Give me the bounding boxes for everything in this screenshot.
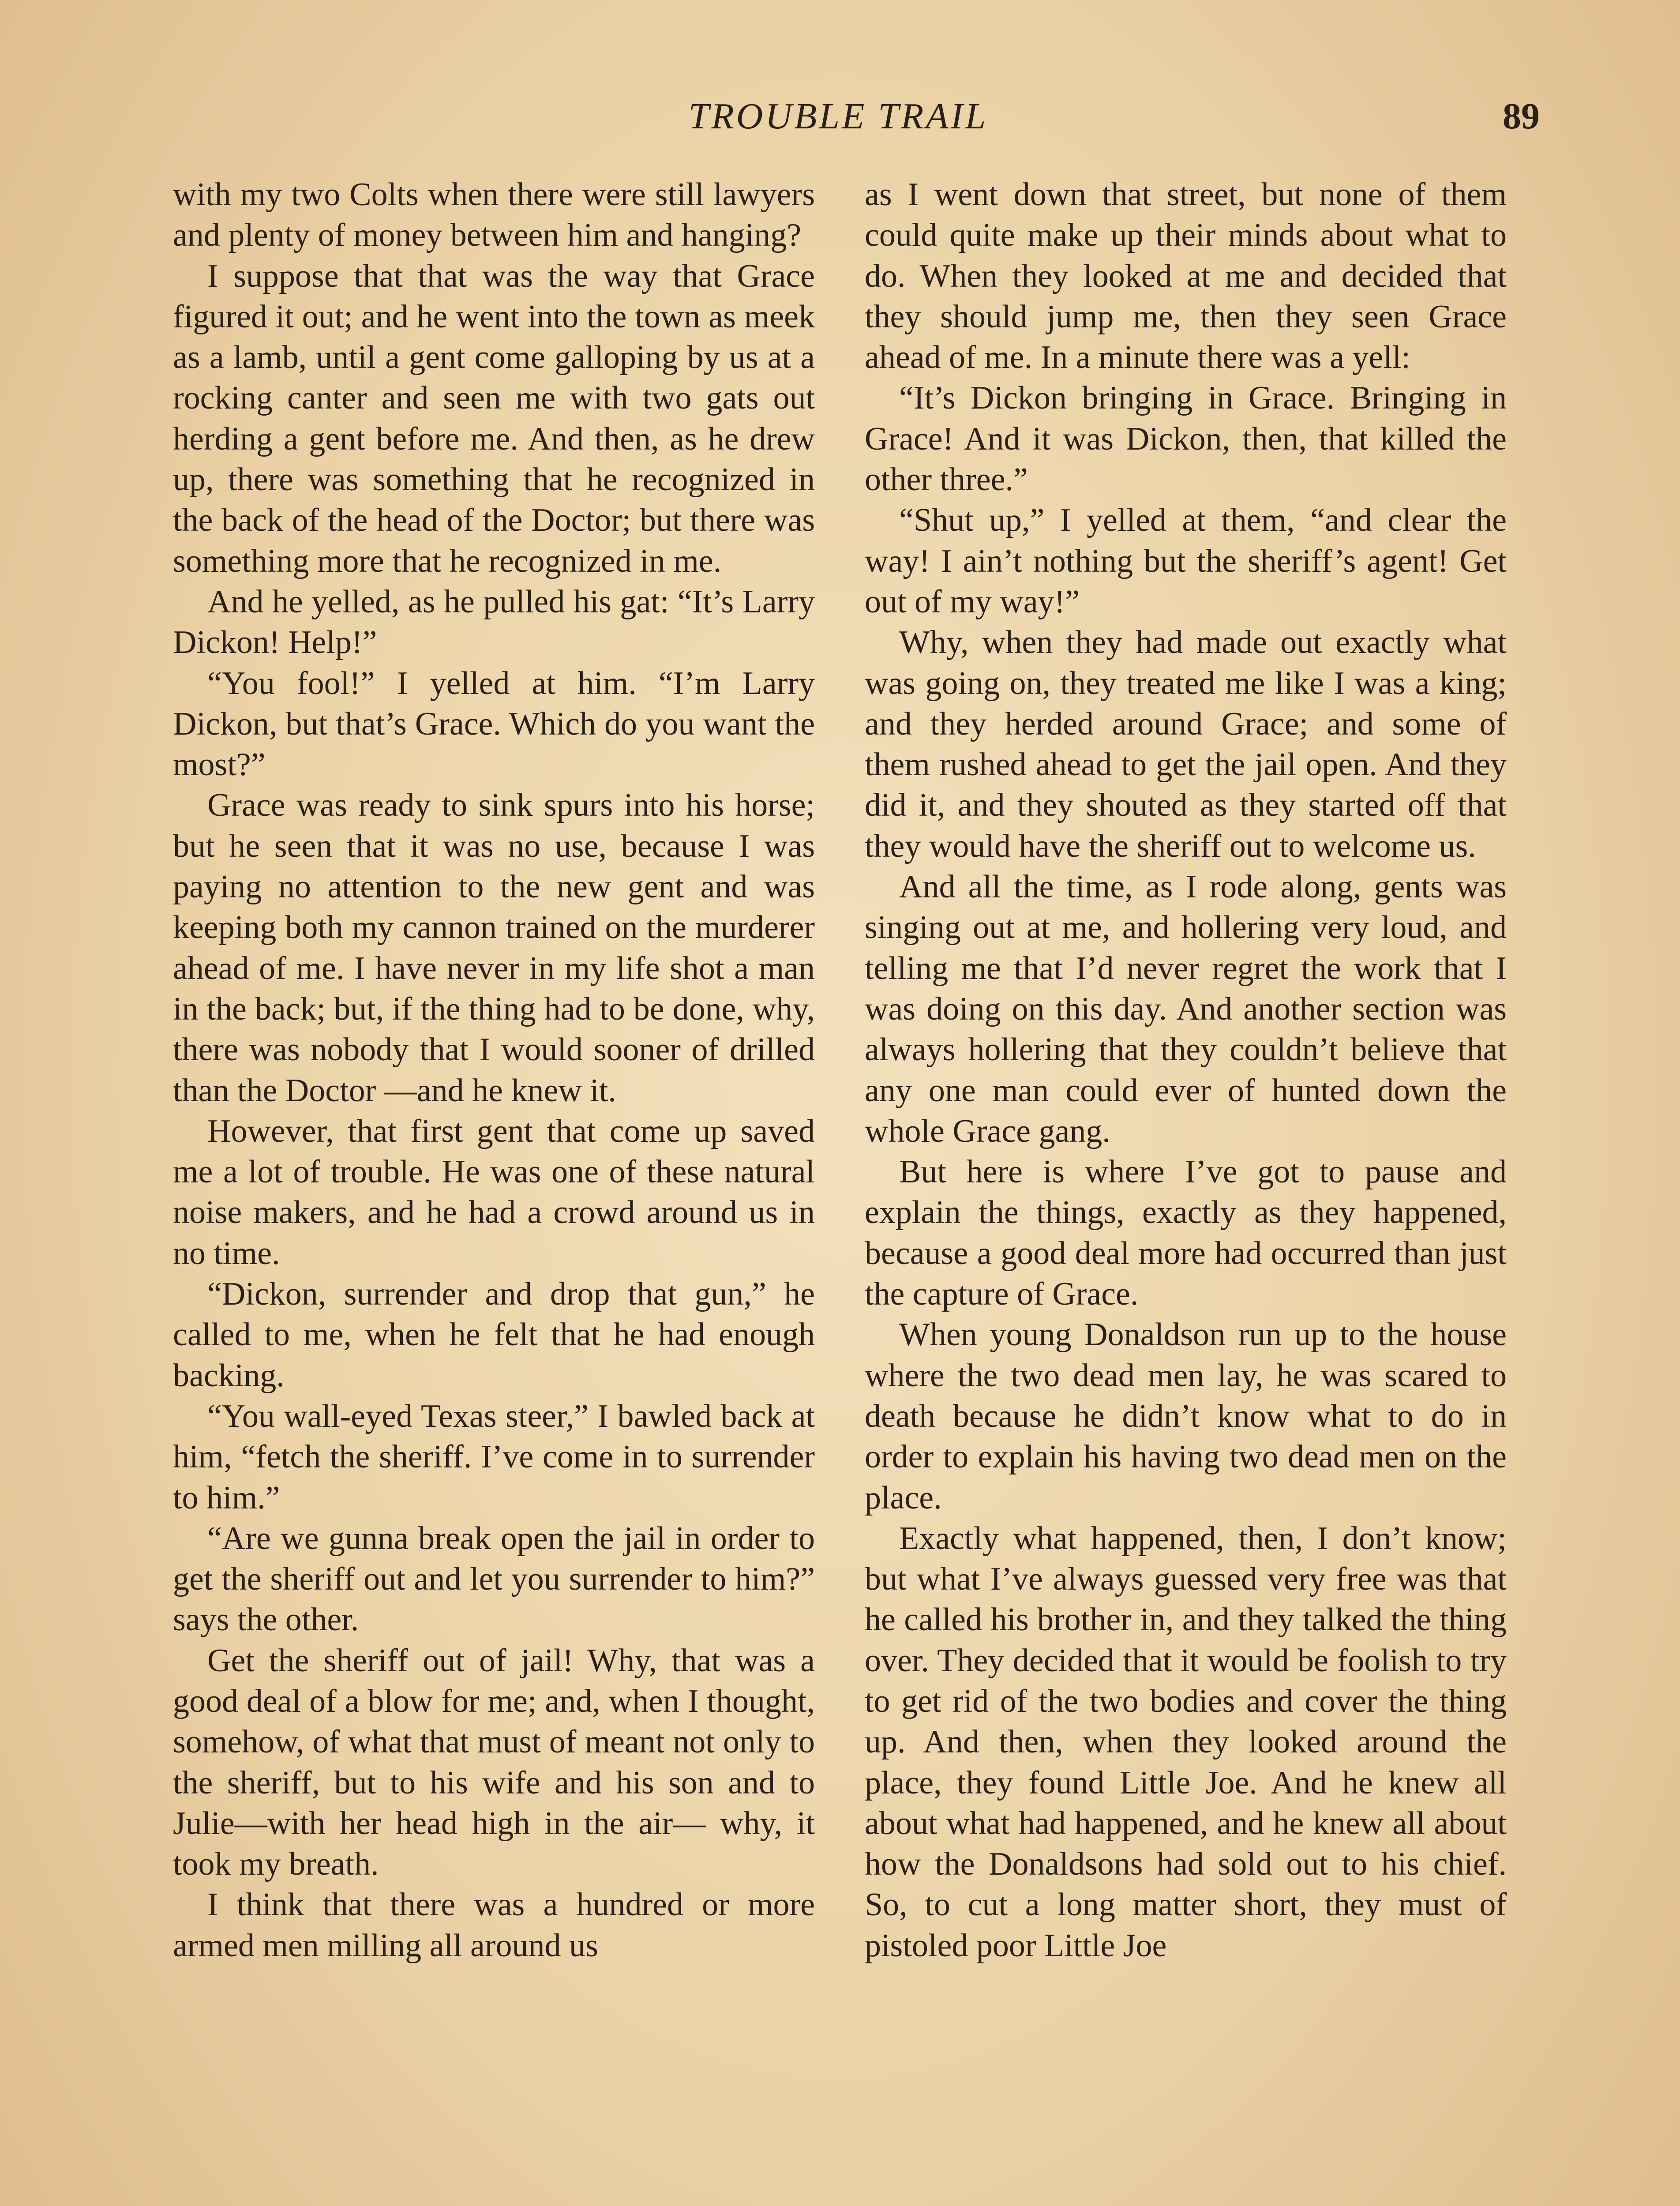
paragraph: And he yelled, as he pulled his gat: “It’s Larry Dickon! Help!” <box>173 583 815 661</box>
paragraph: “Dickon, surrender and drop that gun,” he called to me, when he felt that he had enough backing. <box>173 1276 815 1394</box>
paragraph: with my two Colts when there were still lawyers and plenty of money between him and hanging? <box>173 176 815 254</box>
paragraph: I suppose that that was the way that Grace figured it out; and he went into the town as meek as a lamb, until a gent come galloping by us at a rocking canter and seen me with two gats out herding a gent before me. And then, as he drew up, there was something that he recognized in the back of the head of the Doctor; but there was something more that he recognized in me. <box>173 258 815 579</box>
paragraph: Get the sheriff out of jail! Why, that was a good deal of a blow for me; and, when I thought, somehow, of what that must of meant not only to the sheriff, but to his wife and his son and to Julie—with her head high in the air— why, it took my breath. <box>173 1642 815 1883</box>
paragraph: However, that first gent that come up saved me a lot of trouble. He was one of these natural noise makers, and he had a crowd around us in no time. <box>173 1113 815 1272</box>
paragraph: “Are we gunna break open the jail in order to get the sheriff out and let you surrender to him?” says the other. <box>173 1520 815 1638</box>
paragraph: “Shut up,” I yelled at them, “and clear the way! I ain’t nothing but the sheriff’s agent! Get out of my way!” <box>865 502 1507 620</box>
page-number: 89 <box>1503 96 1540 137</box>
paragraph: But here is where I’ve got to pause and explain the things, exactly as they happened, because a good deal more had occurred than just the capture of Grace. <box>865 1154 1507 1313</box>
running-title: TROUBLE TRAIL <box>688 96 988 137</box>
paragraph: “You fool!” I yelled at him. “I’m Larry Dickon, but that’s Grace. Which do you want the most?” <box>173 665 815 783</box>
paragraph: “You wall-eyed Texas steer,” I bawled back at him, “fetch the sheriff. I’ve come in to surrender to him.” <box>173 1398 815 1516</box>
right-text-column <box>865 174 1507 1966</box>
paragraph: When young Donaldson run up to the house where the two dead men lay, he was scared to death because he didn’t know what to do in order to explain his having two dead men on the place. <box>865 1317 1507 1516</box>
paragraph: “It’s Dickon bringing in Grace. Bringing in Grace! And it was Dickon, then, that killed the other three.” <box>865 380 1507 498</box>
paragraph: I think that there was a hundred or more armed men milling all around us <box>173 1887 815 1964</box>
paragraph: Grace was ready to sink spurs into his horse; but he seen that it was no use, because I was paying no attention to the new gent and was keeping both my cannon trained on the murderer ahead of me. I have never in my life shot a man in the back; but, if the thing had to be done, why, there was nobody that I would sooner of drilled than the Doctor —and he knew it. <box>173 787 815 1109</box>
left-text-column <box>173 174 815 1966</box>
paragraph: Why, when they had made out exactly what was going on, they treated me like I was a king; and they herded around Grace; and some of them rushed ahead to get the jail open. And they did it, and they shouted as they started off that they would have the sheriff out to welcome us. <box>865 624 1507 864</box>
paragraph: And all the time, as I rode along, gents was singing out at me, and hollering very loud, and telling me that I’d never regret the work that I was doing on this day. And another section was always hollering that they couldn’t believe that any one man could ever of hunted down the whole Grace gang. <box>865 869 1507 1149</box>
paragraph: Exactly what happened, then, I don’t know; but what I’ve always guessed very free was that he called his brother in, and they talked the thing over. They decided that it would be foolish to try to get rid of the two bodies and cover the thing up. And then, when they looked around the place, they found Little Joe. And he knew all about what had happened, and he knew all about how the Donaldsons had sold out to his chief. So, to cut a long matter short, they must of pistoled poor Little Joe <box>865 1520 1507 1964</box>
paragraph: as I went down that street, but none of them could quite make up their minds about what to do. When they looked at me and decided that they should jump me, then they seen Grace ahead of me. In a minute there was a yell: <box>865 176 1507 376</box>
